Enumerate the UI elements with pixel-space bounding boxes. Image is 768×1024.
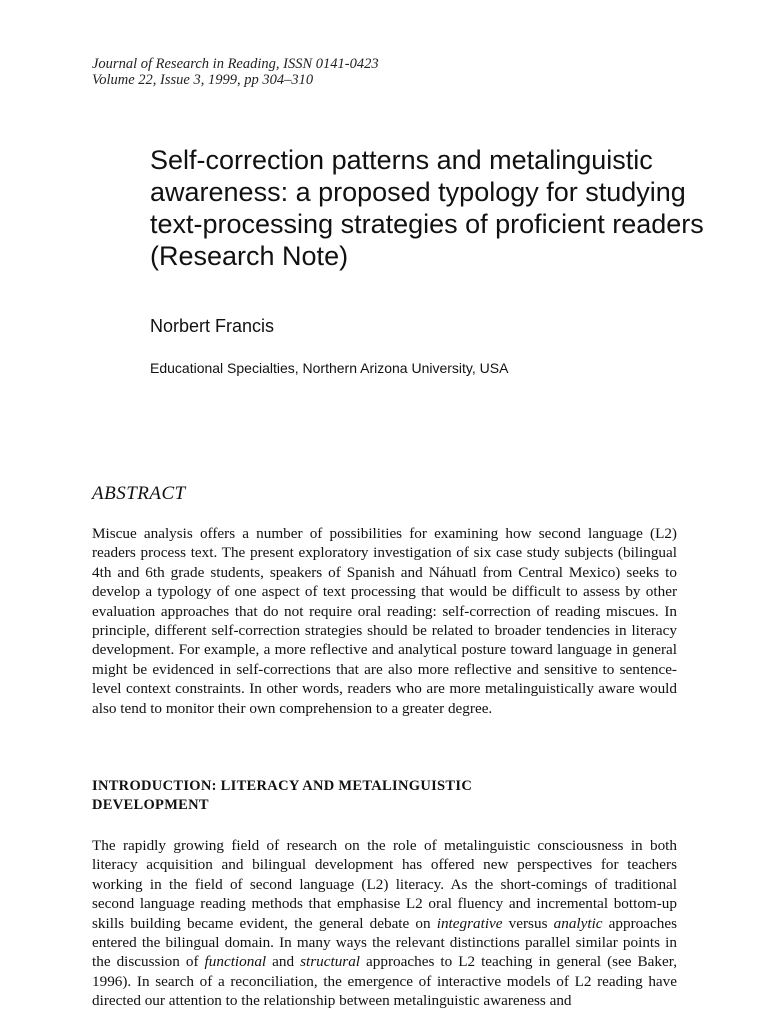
intro-text-segment: The rapidly growing field of research on the role of metalinguistic consciousness in both literacy acquisition and bilingual development has offered new perspectives for teachers working in the field of second language (L2) literacy. As the short-comings of traditional second language reading methods that emphasise L2 oral fluency and incremental bottom-up skills building became evident, the general debate on bbox=[92, 837, 677, 932]
intro-emphasis-integrative: integrative bbox=[436, 914, 503, 932]
intro-text-segment: and bbox=[266, 953, 301, 971]
author-name: Norbert Francis bbox=[150, 316, 275, 336]
journal-citation-line2: Volume 22, Issue 3, 1999, pp 304–310 bbox=[92, 72, 314, 88]
abstract-heading: ABSTRACT bbox=[92, 483, 186, 504]
article-title: Self-correction patterns and metalinguistic awareness: a proposed typology for studying text-processing strategies of proficient readers (Research Note) bbox=[150, 145, 704, 271]
intro-text-segment: approaches to L2 teaching in general (see Baker, 1996). In search of a reconciliation, the emergence of interactive models of L2 reading have directed our attention to the relationship between metalinguistic awareness and bbox=[92, 953, 677, 1010]
intro-emphasis-functional: functional bbox=[204, 953, 267, 971]
intro-text-segment: versus bbox=[502, 914, 554, 932]
journal-citation bbox=[92, 56, 379, 88]
abstract-text: Miscue analysis offers a number of possibilities for examining how second language (L2) readers process text. The present exploratory investigation of six case study subjects (bilingual 4th and 6th grade students, speakers of Spanish and Náhuatl from Central Mexico) seeks to develop a typology of one aspect of text processing that would be difficult to assess by other evaluation approaches that do not require oral reading: self-correction of reading miscues. In principle, different self-correction strategies should be related to broader tendencies in literacy development. For example, a more reflective and analytical posture toward language in general might be evidenced in self-corrections that are also more reflective and sensitive to sentence-level context constraints. In other words, readers who are more metalinguistically aware would also tend to monitor their own comprehension to a greater degree. bbox=[92, 525, 677, 717]
introduction-paragraph bbox=[92, 836, 677, 1011]
journal-citation-line1: Journal of Research in Reading, ISSN 0141-0423 bbox=[92, 56, 379, 72]
author-affiliation: Educational Specialties, Northern Arizona University, USA bbox=[150, 360, 509, 376]
intro-text-segment: approaches entered the bilingual domain. In many ways the relevant distinctions parallel similar points in the discussion of bbox=[92, 914, 677, 971]
intro-emphasis-structural: structural bbox=[300, 953, 361, 971]
intro-emphasis-analytic: analytic bbox=[553, 914, 603, 932]
introduction-heading: INTRODUCTION: LITERACY AND METALINGUISTIC DEVELOPMENT bbox=[92, 778, 473, 813]
